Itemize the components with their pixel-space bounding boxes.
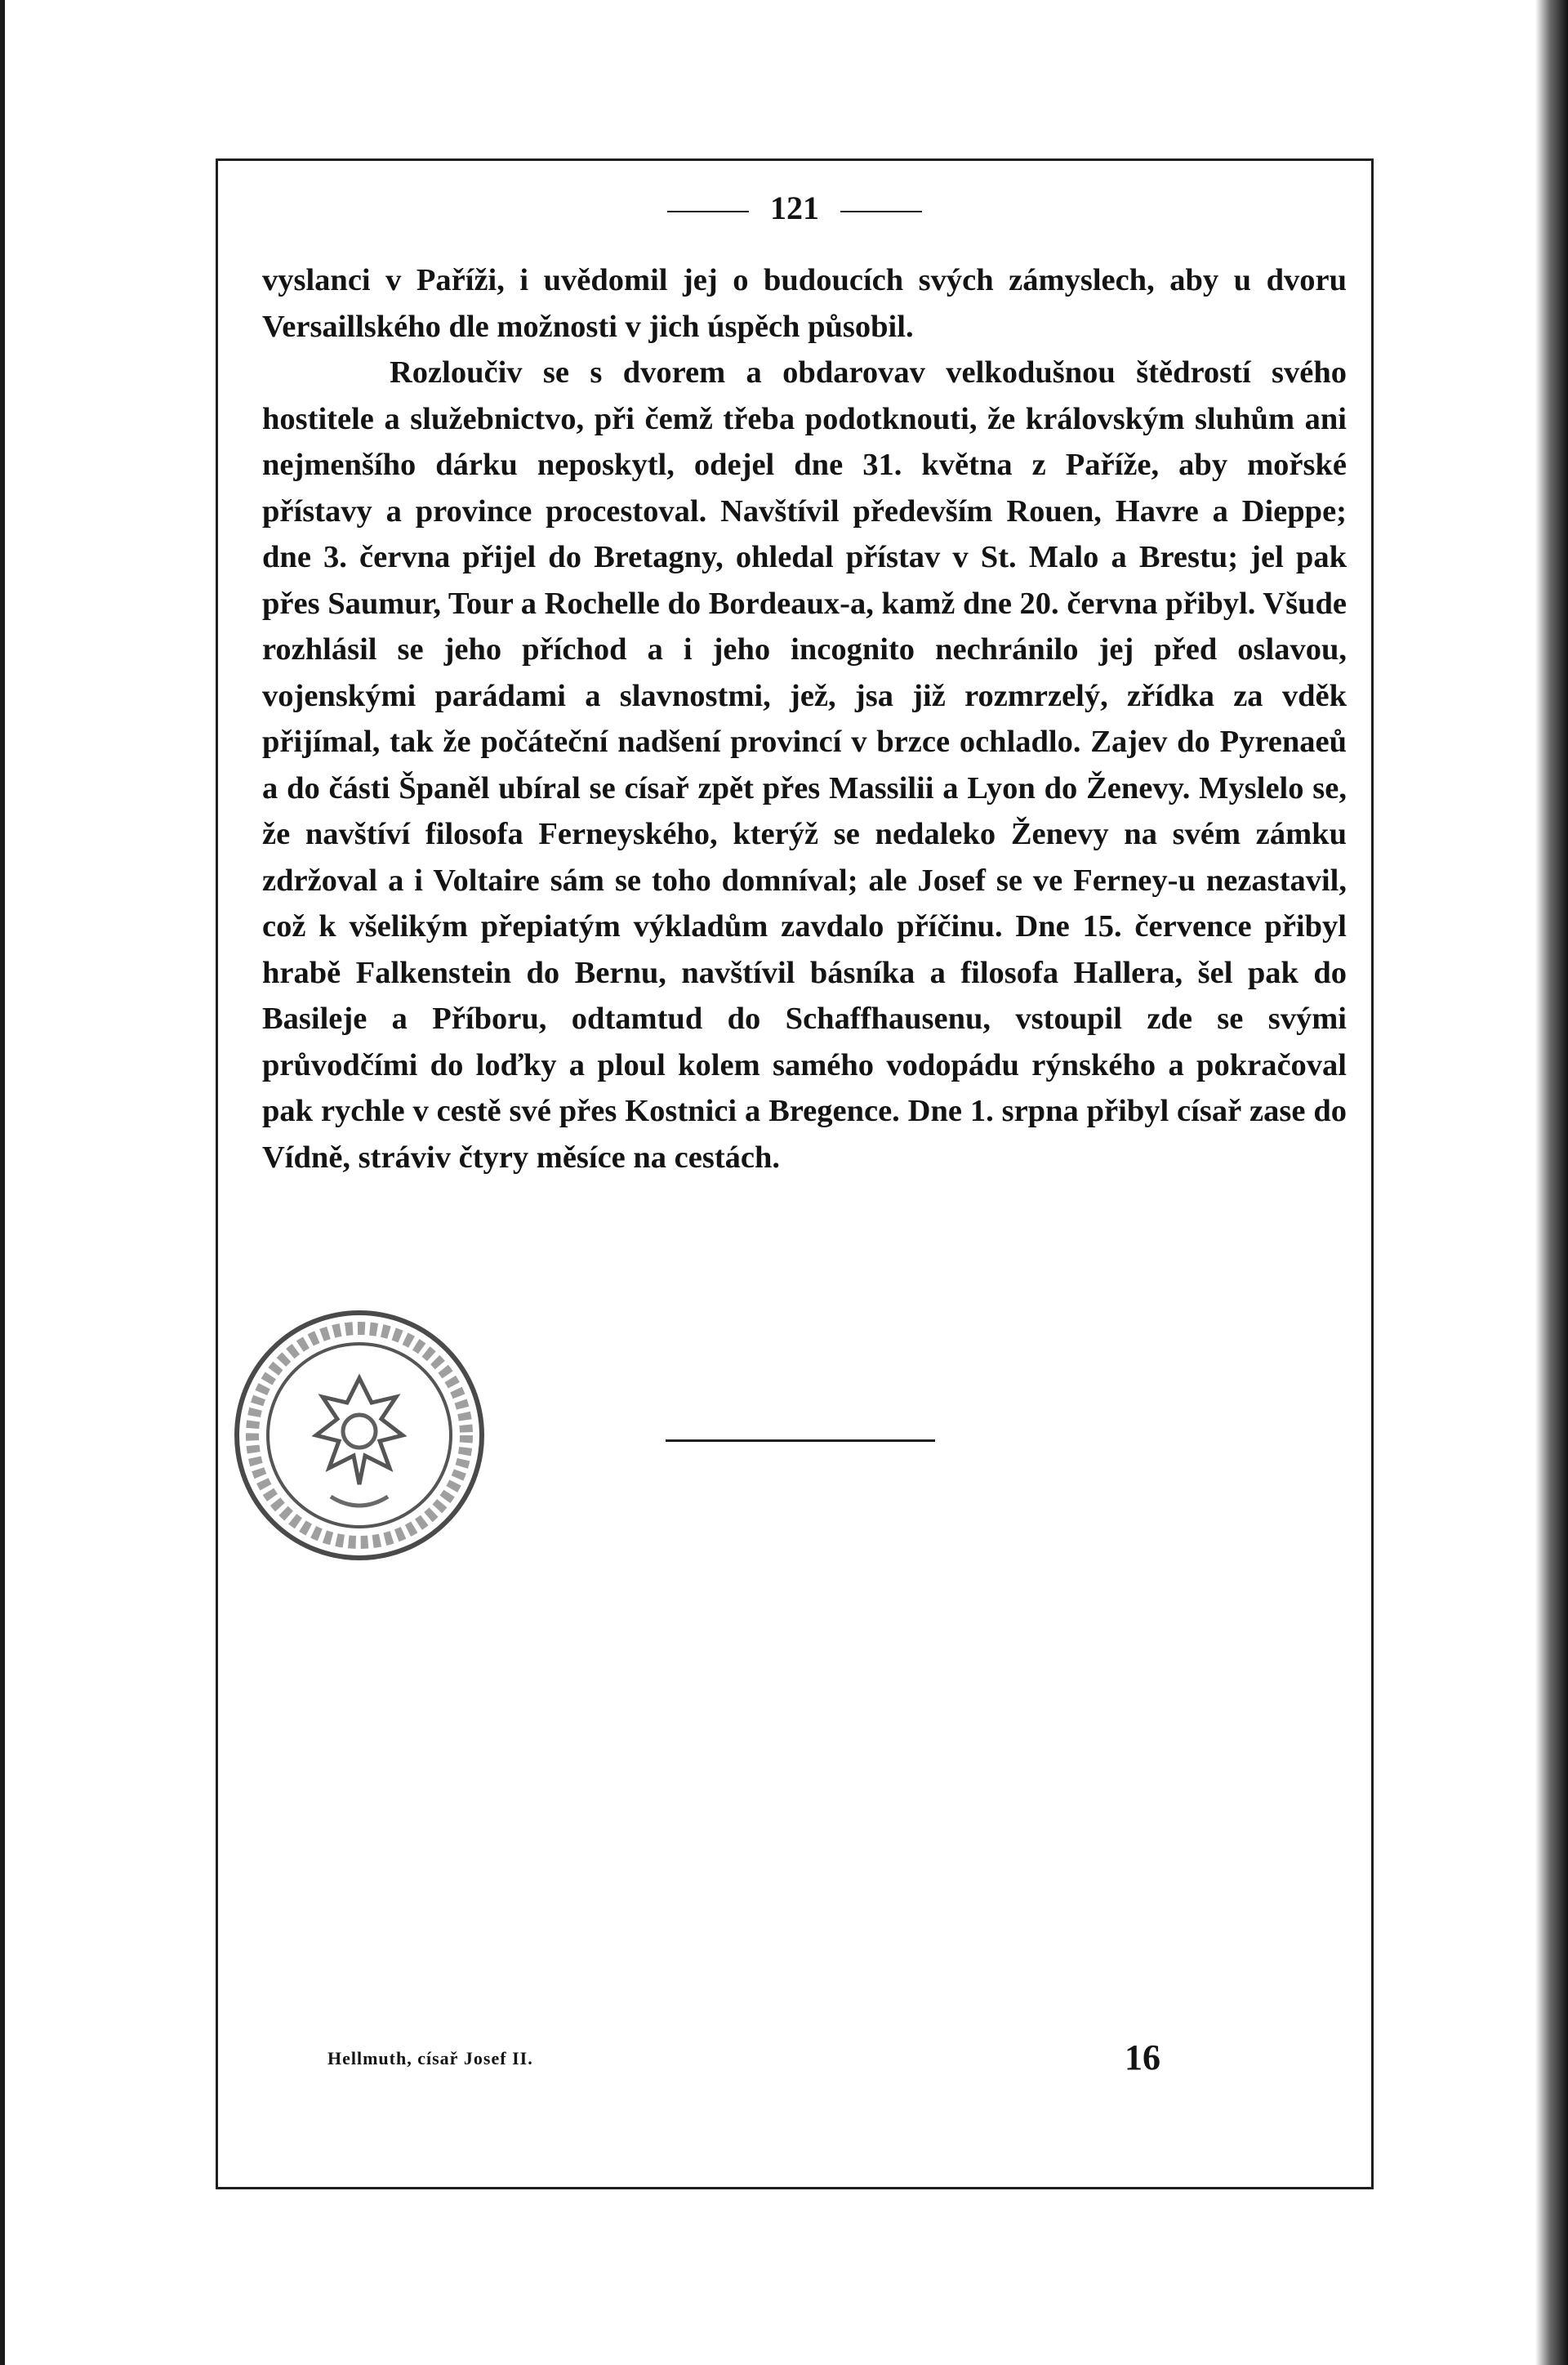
paragraph-2: Rozloučiv se s dvorem a obdarovav velkodušnou štědrostí svého hostitele a služebnictvo, při čemž třeba podotknouti, že královským sluhům ani nejmenšího dárku neposkytl, odejel dne 31. května z Paříže, aby mořské přístavy a province procestoval. Navštívil především Rouen, Havre a Dieppe; dne 3. června přijel do Bretagny, ohledal přístav v St. Malo a Brestu; jel pak přes Saumur, Tour a Rochelle do Bordeaux-a, kamž dne 20. června přibyl. Všude rozhlásil se jeho příchod a i jeho incognito nechránilo jej před oslavou, vojenskými parádami a slavnostmi, jež, jsa již rozmrzelý, zřídka za vděk přijímal, tak že počáteční nadšení provincí v brzce ochladlo. Zajev do Pyrenaeů a do části Španěl ubíral se císař zpět přes Massilii a Lyon do Ženevy. Myslelo se, že navštíví filosofa Ferneyského, kterýž se nedaleko Ženevy na svém zámku zdržoval a i Voltaire sám se toho domníval; ale Josef se ve Ferney-u nezastavil, což k všelikým přepiatým výkladům zavdalo příčinu. Dne 15. července přibyl hrabě Falkenstein do Bernu, navštívil básníka a filosofa Hallera, šel pak do Basileje a Příboru, odtamtud do Schaffhausenu, vstoupil zde se svými průvodčími do loďky a ploul kolem samého vodopádu rýnského a pokračoval pak rychle v cestě své přes Kostnici a Bregence. Dne 1. srpna přibyl císař zase do Vídně, stráviv čtyry měsíce na cestách. [262,355,1347,1175]
scan-edge-right [1535,0,1568,2365]
scan-edge-left [0,0,5,2365]
header-rule-right [840,211,922,212]
paragraph-1: vyslanci v Paříži, i uvědomil jej o budoucích svých zámyslech, aby u dvoru Versaillského dle možnosti v jich úspěch působil. [262,263,1347,344]
page-number: 121 [770,190,819,226]
page-header [218,189,1371,227]
page-frame [216,158,1374,2189]
body-text [262,257,1347,1180]
end-rule [666,1439,935,1442]
footer-signature: Hellmuth, císař Josef II. [327,2048,533,2068]
sheet-number: 16 [1125,2037,1160,2077]
library-stamp [225,1301,494,1570]
header-rule-left [667,211,749,212]
